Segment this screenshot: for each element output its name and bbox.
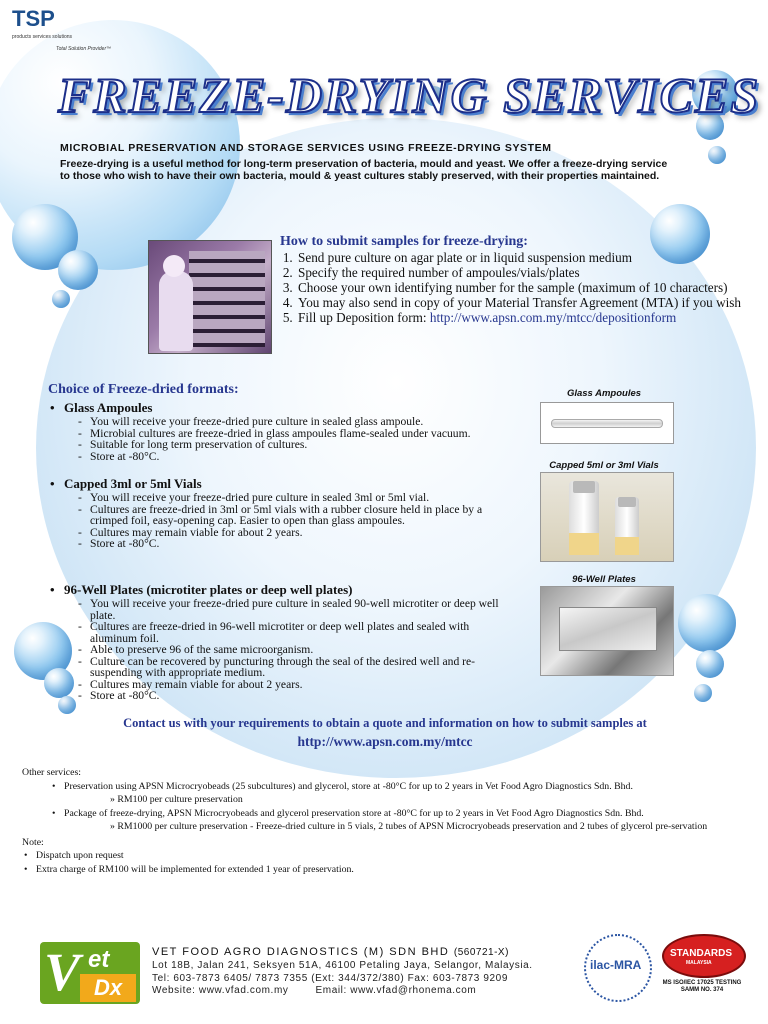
other-services-list — [22, 780, 742, 834]
list-item: - Suitable for long term preservation of cultures. — [78, 439, 520, 451]
logo-text: TSP — [12, 6, 55, 31]
contact-text: Contact us with your requirements to obtain a quote and information on how to submit samples at — [123, 716, 647, 730]
step-text: Fill up Deposition form: — [298, 310, 430, 325]
bubble-decoration — [678, 594, 736, 652]
vial-large — [569, 481, 599, 555]
vials-title: Capped 3ml or 5ml Vials — [64, 476, 202, 491]
howto-steps — [278, 250, 756, 325]
person-head — [163, 255, 185, 277]
ilac-mra-logo — [584, 934, 652, 1002]
list-item: • Dispatch upon request — [24, 849, 742, 863]
person-figure — [159, 271, 193, 351]
glass-ampoules-caption: Glass Ampoules — [566, 388, 642, 399]
vetdx-logo — [40, 942, 140, 1004]
other-services — [22, 766, 742, 876]
company-web: Website: www.vfad.com.my Email: www.vfad@rhonema.com — [152, 985, 477, 996]
step-item — [296, 250, 756, 265]
price-item: » RM100 per culture preservation — [110, 794, 243, 805]
bullet-icon: • — [50, 476, 55, 491]
vials-image — [540, 472, 674, 562]
step-item — [296, 295, 756, 310]
bubble-decoration — [58, 250, 98, 290]
step-text: Send pure culture on agar plate or in liquid suspension medium — [298, 250, 633, 265]
logo-v: V — [44, 942, 81, 1002]
intro-text: Freeze-drying is a useful method for long-term preservation of bacteria, mould and yeast. We offer a freeze-drying service to those who wish to have their own bacteria, mould & yeast cultures stably preserved, with their properties maintained. — [60, 158, 668, 182]
tagline: Total Solution Provider™ — [56, 46, 112, 52]
lab-worker-photo — [148, 240, 272, 354]
list-item: - Able to preserve 96 of the same microorganism. — [78, 644, 510, 656]
list-item: - Cultures are freeze-dried in 3ml or 5ml vials with a rubber closure held in place by a crimped foil, easy-opening cap. Easier to open than glass ampoules. — [78, 504, 510, 527]
plates-title: 96-Well Plates (microtiter plates or deep well plates) — [64, 582, 353, 597]
logo-et: et — [88, 946, 110, 973]
list-item: - You will receive your freeze-dried pure culture in sealed 3ml or 5ml vial. — [78, 492, 510, 504]
company-number: (560721-X) — [453, 947, 509, 958]
bullet-icon: • — [50, 400, 55, 415]
certification-text: MS ISO/IEC 17025 TESTING SAMM NO. 374 — [662, 980, 742, 993]
list-item: - Cultures may remain viable for about 2 years. — [78, 679, 510, 691]
step-text: You may also send in copy of your Material Transfer Agreement (MTA) if you wish — [298, 295, 741, 310]
vials-list — [50, 492, 510, 550]
formats-heading: Choice of Freeze-dried formats: — [48, 382, 239, 397]
freeze-dryer-rack — [189, 251, 265, 347]
step-item — [296, 280, 756, 295]
company-phone: Tel: 603-7873 6405/ 7873 7355 (Ext: 344/372/380) Fax: 603-7873 9209 — [152, 972, 508, 984]
step-text: Choose your own identifying number for the sample (maximum of 10 characters) — [298, 280, 728, 295]
bubble-decoration — [52, 290, 70, 308]
bullet-icon: • — [50, 582, 55, 597]
standards-text: STANDARDS — [670, 948, 733, 959]
glass-ampoules-list — [50, 416, 520, 462]
glass-ampoules-title: Glass Ampoules — [64, 400, 153, 415]
list-item: • Preservation using APSN Microcryobeads (25 subcultures) and glycerol, store at -80°C for up to 2 years in Vet Food Agro Diagnostics Sdn. Bhd. — [52, 780, 742, 794]
howto-heading: How to submit samples for freeze-drying: — [280, 234, 528, 249]
plates-section — [50, 582, 510, 702]
intro-heading: MICROBIAL PRESERVATION AND STORAGE SERVICES USING FREEZE-DRYING SYSTEM — [60, 142, 552, 154]
vials-section — [50, 476, 510, 550]
note-list — [22, 849, 742, 876]
list-item: - Store at -80°C. — [78, 690, 510, 702]
list-item: - Cultures are freeze-dried in 96-well microtiter or deep well plates and sealed with aluminum foil. — [78, 621, 510, 644]
list-item: - Store at -80°C. — [78, 538, 510, 550]
deposition-form-link[interactable]: http://www.apsn.com.my/mtcc/depositionform — [429, 310, 677, 325]
glass-ampoules-section — [50, 400, 520, 462]
list-item: - Store at -80°C. — [78, 451, 520, 463]
step-text: Specify the required number of ampoules/vials/plates — [298, 265, 580, 280]
glass-ampoules-title-row — [50, 400, 520, 416]
ampoule-shape — [551, 419, 663, 428]
bubble-decoration — [708, 146, 726, 164]
plates-title-row — [50, 582, 510, 598]
ilac-text: ilac-MRA — [590, 958, 642, 972]
standards-sub: MALAYSIA — [686, 960, 712, 966]
step-item — [296, 265, 756, 280]
list-item: • Extra charge of RM100 will be implemented for extended 1 year of preservation. — [24, 863, 742, 877]
glass-ampoule-image — [540, 402, 674, 444]
page-title: FREEZE-DRYING SERVICES — [58, 67, 761, 123]
foil-seal — [559, 607, 657, 651]
plates-list — [50, 598, 510, 702]
list-item: - You will receive your freeze-dried pure culture in sealed glass ampoule. — [78, 416, 520, 428]
note-heading: Note: — [22, 836, 44, 848]
list-item: - Microbial cultures are freeze-dried in glass ampoules flame-sealed under vacuum. — [78, 428, 520, 440]
plates-caption: 96-Well Plates — [572, 574, 636, 585]
list-item: - You will receive your freeze-dried pure culture in sealed 90-well microtiter or deep well plate. — [78, 598, 510, 621]
company-address: Lot 18B, Jalan 241, Seksyen 51A, 46100 Petaling Jaya, Selangor, Malaysia. — [152, 960, 533, 971]
vial-small — [615, 497, 639, 555]
well-plate-image — [540, 586, 674, 676]
step-item — [296, 310, 756, 325]
price-item: » RM1000 per culture preservation - Freeze-dried culture in 5 vials, 2 tubes of APSN Microcryobeads preservation and 2 tubes of glycerol pre-servation — [110, 821, 708, 832]
list-item: - Cultures may remain viable for about 2 years. — [78, 527, 510, 539]
bubble-decoration — [694, 684, 712, 702]
logo-dx: Dx — [80, 974, 136, 1002]
list-item: • Package of freeze-drying, APSN Microcryobeads and glycerol preservation store at -80°C for up to 2 years in Vet Food Agro Diagnostics Sdn. Bhd. — [52, 807, 742, 821]
company-title: VET FOOD AGRO DIAGNOSTICS (M) SDN BHD — [152, 946, 450, 958]
vials-caption: Capped 5ml or 3ml Vials — [549, 460, 659, 471]
standards-malaysia-logo — [662, 934, 746, 978]
tsp-logo — [10, 4, 76, 44]
bubble-decoration — [696, 650, 724, 678]
company-name — [152, 946, 509, 958]
contact-url-link[interactable]: http://www.apsn.com.my/mtcc — [297, 734, 473, 749]
company-address-block — [152, 960, 533, 998]
logo-subtitle: products services solutions — [12, 34, 73, 40]
other-services-heading: Other services: — [22, 767, 82, 778]
list-item: - Culture can be recovered by puncturing through the seal of the desired well and re-suspending with appropriate medium. — [78, 656, 510, 679]
vials-title-row — [50, 476, 510, 492]
